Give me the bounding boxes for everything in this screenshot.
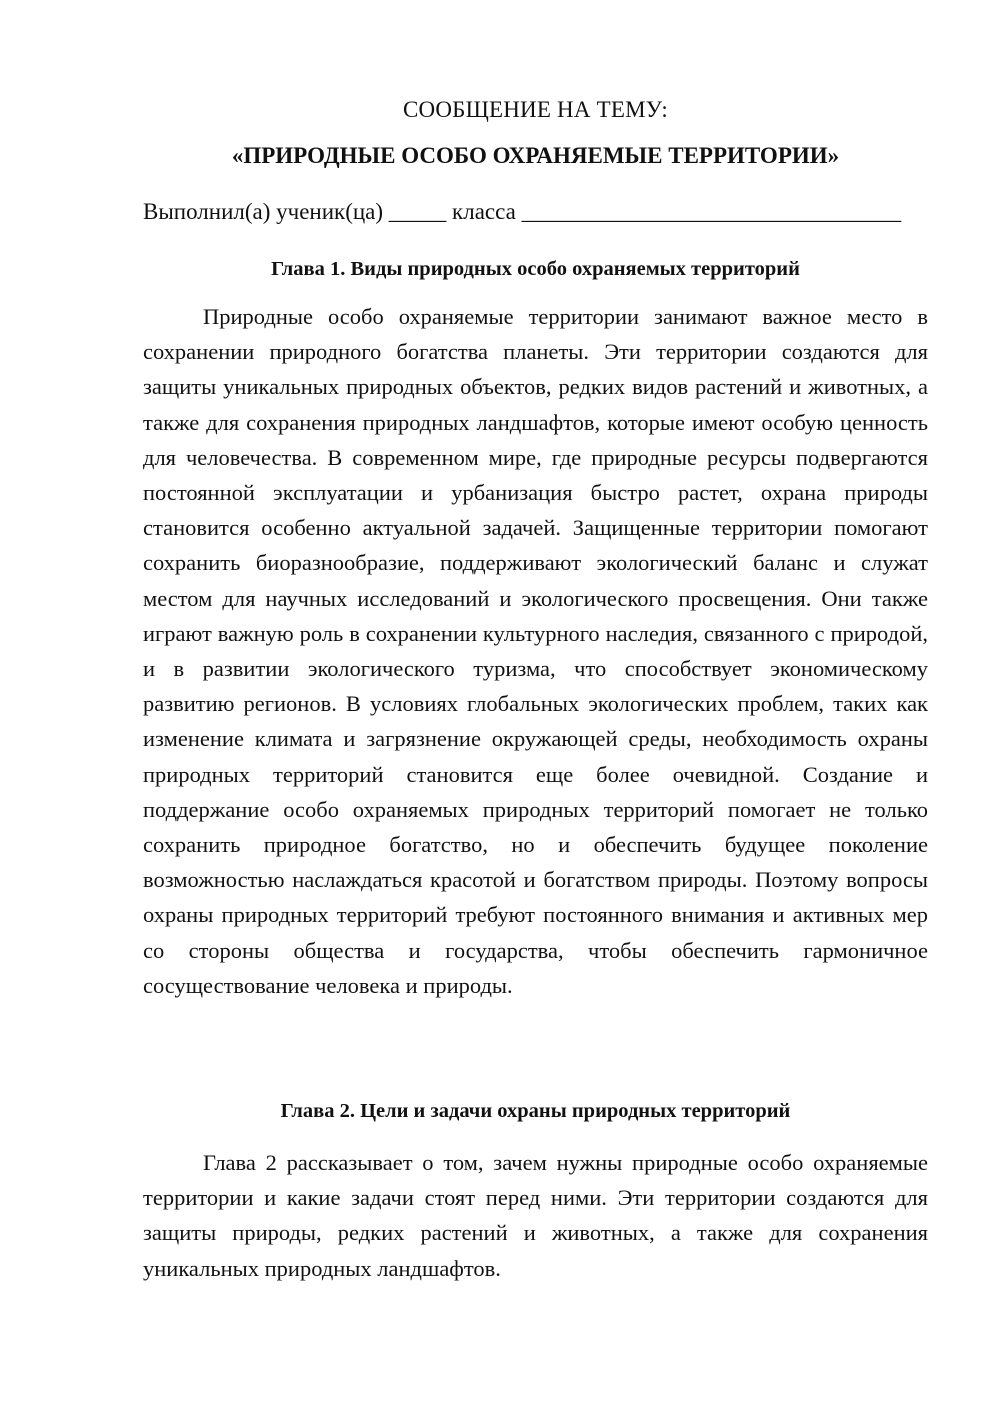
chapter-1-paragraph: Природные особо охраняемые территории занимают важное место в сохранении природного богатства планеты. Эти территории создаются для защиты уникальных природных объектов, редких видов растений и животных, а также для сохранения природных ландшафтов, которые имеют особую ценность для человечества. В современном мире, где природные ресурсы подвергаются постоянной эксплуатации и урбанизация быстро растет, охрана природы становится особенно актуальной задачей. Защищенные территории помогают сохранить биоразнообразие, поддерживают экологический баланс и служат местом для научных исследований и экологического просвещения. Они также играют важную роль в сохранении культурного наследия, связанного с природой, и в развитии экологического туризма, что способствует экономическому развитию регионов. В условиях глобальных экологических проблем, таких как изменение климата и загрязнение окружающей среды, необходимость охраны природных территорий становится еще более очевидной. Создание и поддержание особо охраняемых природных территорий помогает не только сохранить природное богатство, но и обеспечить будущее поколение возможностью наслаждаться красотой и богатством природы. Поэтому вопросы охраны природных территорий требуют постоянного внимания и активных мер со стороны общества и государства, чтобы обеспечить гармоничное сосуществование человека и природы.: [143, 304, 928, 998]
document-title-line-2: «ПРИРОДНЫЕ ОСОБО ОХРАНЯЕМЫЕ ТЕРРИТОРИИ»: [231, 143, 840, 168]
chapter-1-heading: Глава 1. Виды природных особо охраняемых территорий: [271, 258, 800, 280]
student-info-line: Выполнил(а) ученик(ца) _____ класса _________________________________: [143, 199, 902, 224]
document-title-line-1: СООБЩЕНИЕ НА ТЕМУ:: [403, 97, 668, 122]
chapter-2-paragraph: Глава 2 рассказывает о том, зачем нужны природные особо охраняемые территории и какие задачи стоят перед ними. Эти территории создаются для защиты природы, редких растений и животных, а также для сохранения уникальных природных ландшафтов.: [143, 1150, 928, 1281]
chapter-2-heading: Глава 2. Цели и задачи охраны природных территорий: [280, 1100, 791, 1122]
